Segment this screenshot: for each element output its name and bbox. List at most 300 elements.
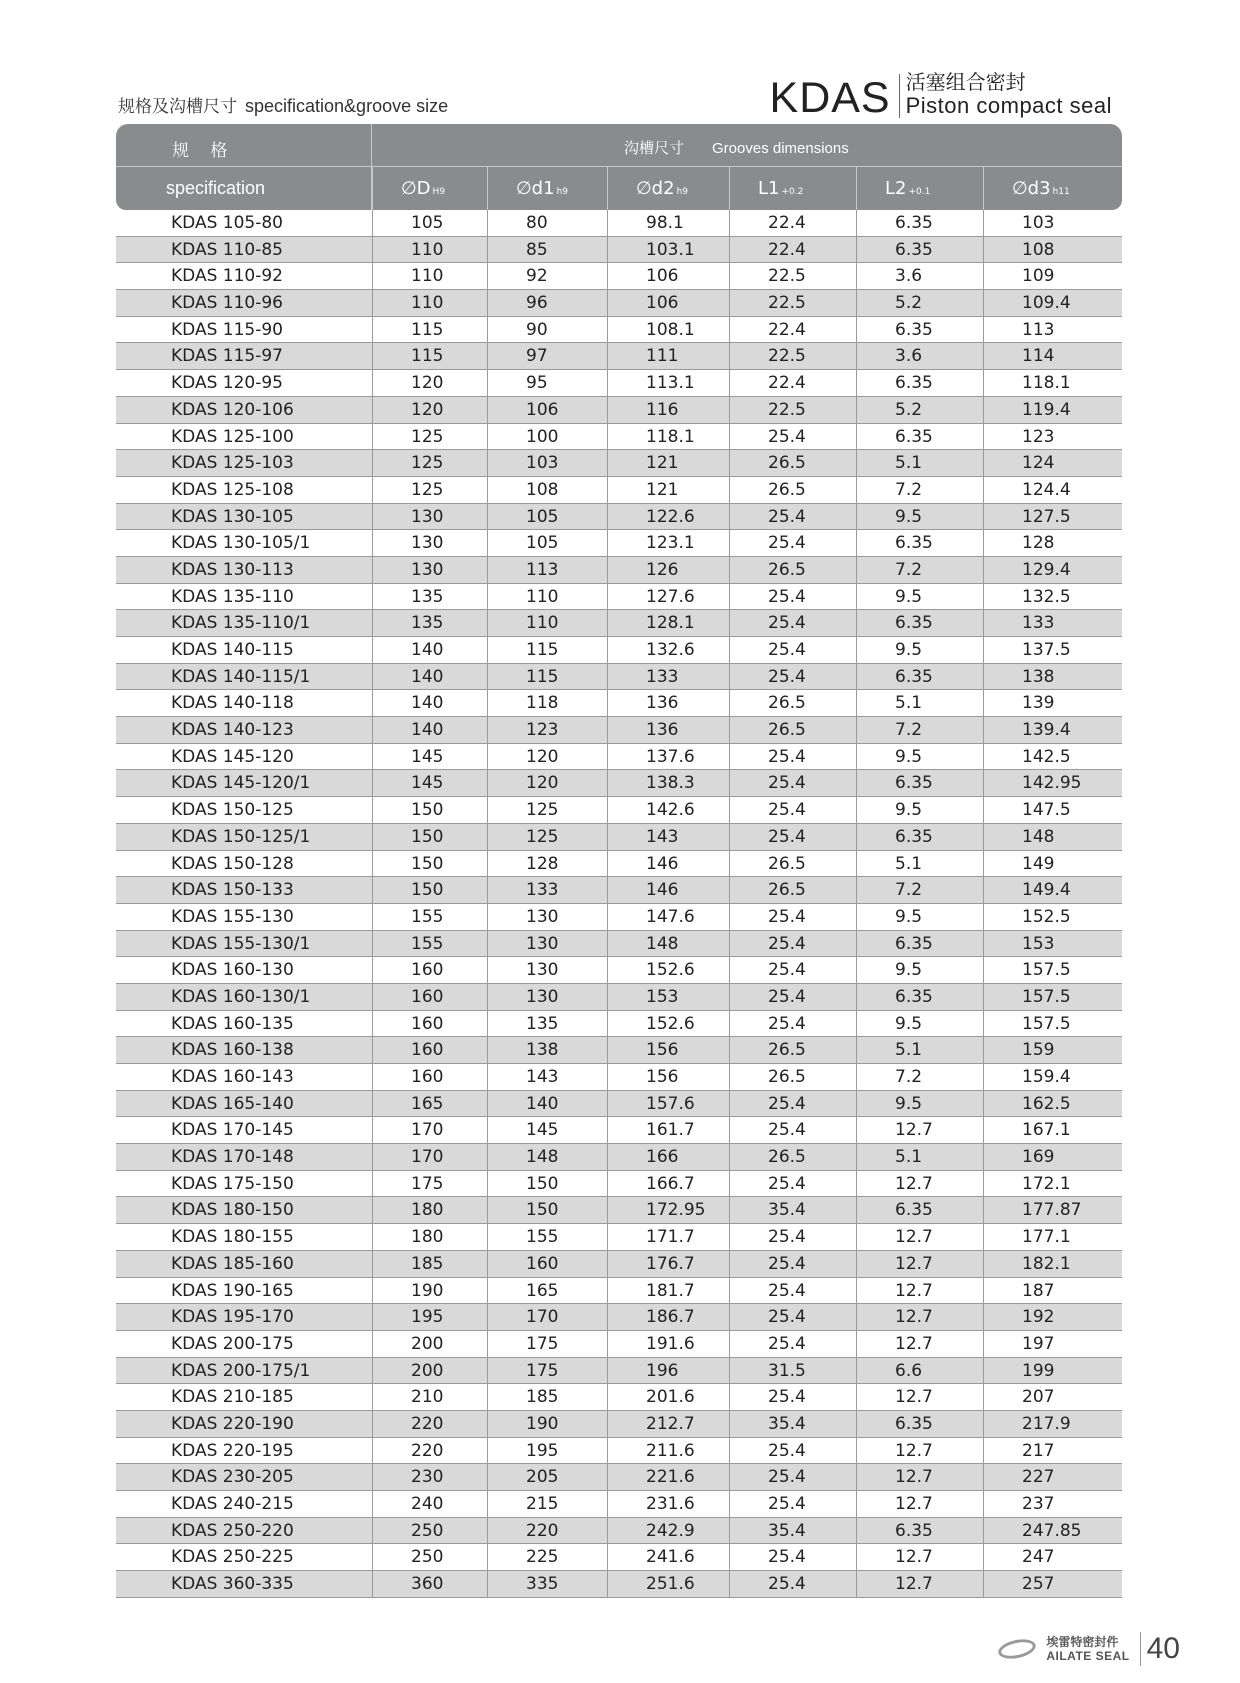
value-cell: 195 [372, 1304, 487, 1330]
value-cell: 92 [487, 263, 607, 289]
value-cell: 157.5 [983, 957, 1122, 983]
value-cell: 171.7 [607, 1224, 729, 1250]
value-cell: 12.7 [856, 1384, 983, 1410]
spec-cell: KDAS 115-97 [171, 346, 283, 367]
value-cell: 105 [487, 530, 607, 556]
value-cell: 360 [372, 1571, 487, 1597]
value-cell: 192 [983, 1304, 1122, 1330]
value-cell: 159.4 [983, 1064, 1122, 1090]
value-cell: 200 [372, 1358, 487, 1384]
value-cell: 242.9 [607, 1518, 729, 1544]
value-cell: 9.5 [856, 584, 983, 610]
value-cell: 196 [607, 1358, 729, 1384]
value-cell: 135 [487, 1011, 607, 1037]
column-header [983, 167, 1122, 210]
value-cell: 136 [607, 690, 729, 716]
table-row [116, 1037, 1122, 1064]
value-cell: 128 [487, 851, 607, 877]
value-cell: 138 [983, 664, 1122, 690]
value-cell: 109 [983, 263, 1122, 289]
value-cell: 25.4 [729, 1304, 856, 1330]
value-cell: 25.4 [729, 424, 856, 450]
spec-cell: KDAS 110-85 [171, 239, 283, 260]
spec-cell: KDAS 140-115/1 [171, 666, 311, 687]
value-cell: 155 [487, 1224, 607, 1250]
value-cell: 108 [487, 477, 607, 503]
column-header-label: specification [166, 178, 266, 198]
value-cell: 237 [983, 1491, 1122, 1517]
spec-cell: KDAS 160-138 [171, 1040, 294, 1061]
spec-cell: KDAS 160-130/1 [171, 986, 311, 1007]
table-body [116, 210, 1122, 1598]
value-cell: 85 [487, 237, 607, 263]
spec-cell: KDAS 140-123 [171, 720, 294, 741]
table-row [116, 1358, 1122, 1385]
table-row [116, 290, 1122, 317]
spec-cell: KDAS 230-205 [171, 1467, 294, 1488]
value-cell: 140 [487, 1091, 607, 1117]
value-cell: 118.1 [983, 370, 1122, 396]
value-cell: 177.1 [983, 1224, 1122, 1250]
table-row [116, 1117, 1122, 1144]
value-cell: 6.35 [856, 770, 983, 796]
value-cell: 130 [372, 557, 487, 583]
value-cell: 139.4 [983, 717, 1122, 743]
value-cell: 26.5 [729, 1144, 856, 1170]
value-cell: 6.35 [856, 984, 983, 1010]
spec-cell: KDAS 170-148 [171, 1147, 294, 1168]
value-cell: 25.4 [729, 1117, 856, 1143]
value-cell: 25.4 [729, 957, 856, 983]
value-cell: 125 [372, 424, 487, 450]
dimension-table [116, 124, 1122, 1598]
column-header [607, 167, 729, 210]
value-cell: 25.4 [729, 770, 856, 796]
value-cell: 25.4 [729, 797, 856, 823]
value-cell: 25.4 [729, 637, 856, 663]
value-cell: 212.7 [607, 1411, 729, 1437]
value-cell: 156 [607, 1037, 729, 1063]
value-cell: 6.35 [856, 1411, 983, 1437]
value-cell: 9.5 [856, 504, 983, 530]
value-cell: 110 [372, 237, 487, 263]
value-cell: 165 [372, 1091, 487, 1117]
value-cell: 9.5 [856, 957, 983, 983]
table-row [116, 824, 1122, 851]
value-cell: 120 [487, 744, 607, 770]
column-header-tolerance: h11 [1052, 187, 1070, 197]
value-cell: 157.6 [607, 1091, 729, 1117]
spec-cell: KDAS 110-92 [171, 266, 283, 287]
value-cell: 335 [487, 1571, 607, 1597]
value-cell: 120 [372, 397, 487, 423]
value-cell: 160 [372, 1037, 487, 1063]
value-cell: 122.6 [607, 504, 729, 530]
table-row [116, 904, 1122, 931]
table-row [116, 210, 1122, 237]
table-row [116, 1091, 1122, 1118]
value-cell: 12.7 [856, 1304, 983, 1330]
column-header-label: L1 [758, 178, 780, 199]
spec-cell: KDAS 240-215 [171, 1494, 294, 1514]
spec-cell: KDAS 180-155 [171, 1227, 294, 1248]
table-row [116, 690, 1122, 717]
spec-cell: KDAS 125-100 [171, 426, 294, 447]
table-row [116, 263, 1122, 290]
value-cell: 129.4 [983, 557, 1122, 583]
spec-cell: KDAS 170-145 [171, 1120, 294, 1141]
value-cell: 5.1 [856, 851, 983, 877]
value-cell: 108.1 [607, 317, 729, 343]
value-cell: 140 [372, 690, 487, 716]
value-cell: 31.5 [729, 1358, 856, 1384]
value-cell: 25.4 [729, 1251, 856, 1277]
value-cell: 157.5 [983, 1011, 1122, 1037]
heading-divider [899, 74, 900, 118]
table-row [116, 397, 1122, 424]
table-row [116, 1144, 1122, 1171]
column-header-tolerance: h9 [676, 187, 688, 197]
value-cell: 121 [607, 477, 729, 503]
table-row [116, 1331, 1122, 1358]
brand-logo-text [1046, 1635, 1129, 1663]
value-cell: 186.7 [607, 1304, 729, 1330]
spec-cell: KDAS 145-120 [171, 746, 294, 767]
value-cell: 9.5 [856, 637, 983, 663]
value-cell: 175 [487, 1358, 607, 1384]
value-cell: 147.6 [607, 904, 729, 930]
value-cell: 109.4 [983, 290, 1122, 316]
value-cell: 187 [983, 1278, 1122, 1304]
spec-cell: KDAS 135-110 [171, 586, 294, 607]
value-cell: 110 [487, 584, 607, 610]
value-cell: 176.7 [607, 1251, 729, 1277]
spec-cell: KDAS 150-125 [171, 800, 294, 821]
spec-cell: KDAS 140-115 [171, 640, 294, 660]
value-cell: 247.85 [983, 1518, 1122, 1544]
value-cell: 165 [487, 1278, 607, 1304]
value-cell: 26.5 [729, 1064, 856, 1090]
value-cell: 145 [372, 744, 487, 770]
value-cell: 5.1 [856, 1144, 983, 1170]
value-cell: 150 [372, 851, 487, 877]
value-cell: 7.2 [856, 717, 983, 743]
value-cell: 170 [372, 1144, 487, 1170]
value-cell: 12.7 [856, 1464, 983, 1490]
brand-logo-icon [996, 1636, 1040, 1662]
value-cell: 22.5 [729, 263, 856, 289]
value-cell: 160 [372, 957, 487, 983]
value-cell: 90 [487, 317, 607, 343]
value-cell: 22.5 [729, 290, 856, 316]
page-number: 40 [1146, 1632, 1180, 1665]
value-cell: 160 [372, 984, 487, 1010]
value-cell: 6.35 [856, 237, 983, 263]
value-cell: 111 [607, 343, 729, 369]
value-cell: 80 [487, 210, 607, 236]
value-cell: 175 [487, 1331, 607, 1357]
value-cell: 250 [372, 1518, 487, 1544]
spec-cell: KDAS 150-125/1 [171, 826, 311, 847]
value-cell: 25.4 [729, 1438, 856, 1464]
value-cell: 6.35 [856, 931, 983, 957]
table-row [116, 797, 1122, 824]
spec-cell: KDAS 190-165 [171, 1280, 294, 1301]
value-cell: 125 [372, 450, 487, 476]
spec-cell: KDAS 160-135 [171, 1013, 294, 1034]
table-row [116, 584, 1122, 611]
value-cell: 115 [372, 343, 487, 369]
table-row [116, 530, 1122, 557]
value-cell: 182.1 [983, 1251, 1122, 1277]
value-cell: 217 [983, 1438, 1122, 1464]
column-header [729, 167, 856, 210]
value-cell: 130 [372, 504, 487, 530]
spec-cell: KDAS 250-225 [171, 1547, 294, 1568]
footer-divider [1140, 1632, 1141, 1666]
value-cell: 123.1 [607, 530, 729, 556]
spec-cell: KDAS 220-190 [171, 1413, 294, 1434]
value-cell: 139 [983, 690, 1122, 716]
value-cell: 26.5 [729, 450, 856, 476]
value-cell: 6.35 [856, 370, 983, 396]
spec-cell: KDAS 185-160 [171, 1253, 294, 1274]
value-cell: 220 [372, 1438, 487, 1464]
value-cell: 225 [487, 1544, 607, 1570]
value-cell: 148 [607, 931, 729, 957]
value-cell: 140 [372, 637, 487, 663]
header-groove-cn: 沟槽尺寸 [624, 139, 685, 157]
table-row [116, 477, 1122, 504]
value-cell: 140 [372, 664, 487, 690]
value-cell: 113.1 [607, 370, 729, 396]
value-cell: 115 [487, 664, 607, 690]
header-spec-cn: 规 格 [172, 141, 236, 161]
value-cell: 12.7 [856, 1544, 983, 1570]
value-cell: 152.6 [607, 1011, 729, 1037]
value-cell: 106 [487, 397, 607, 423]
table-row [116, 1278, 1122, 1305]
value-cell: 148 [983, 824, 1122, 850]
value-cell: 3.6 [856, 263, 983, 289]
spec-cell: KDAS 160-143 [171, 1067, 294, 1087]
value-cell: 127.6 [607, 584, 729, 610]
value-cell: 160 [487, 1251, 607, 1277]
value-cell: 177.87 [983, 1197, 1122, 1223]
spec-cell: KDAS 110-96 [171, 293, 283, 314]
value-cell: 95 [487, 370, 607, 396]
spec-cell: KDAS 210-185 [171, 1387, 294, 1408]
value-cell: 12.7 [856, 1251, 983, 1277]
value-cell: 25.4 [729, 1464, 856, 1490]
value-cell: 25.4 [729, 744, 856, 770]
value-cell: 133 [607, 664, 729, 690]
table-row [116, 450, 1122, 477]
value-cell: 135 [372, 584, 487, 610]
value-cell: 132.5 [983, 584, 1122, 610]
value-cell: 149 [983, 851, 1122, 877]
column-header-label: L2 [885, 178, 907, 199]
value-cell: 12.7 [856, 1171, 983, 1197]
spec-cell: KDAS 105-80 [171, 213, 283, 233]
value-cell: 185 [372, 1251, 487, 1277]
spec-cell: KDAS 150-133 [171, 880, 294, 901]
spec-cell: KDAS 200-175 [171, 1333, 294, 1354]
column-header-label: ∅d3 [1012, 178, 1051, 199]
table-row [116, 984, 1122, 1011]
column-header-tolerance: +0.2 [781, 187, 804, 197]
value-cell: 152.5 [983, 904, 1122, 930]
value-cell: 26.5 [729, 877, 856, 903]
value-cell: 5.1 [856, 1037, 983, 1063]
value-cell: 161.7 [607, 1117, 729, 1143]
value-cell: 96 [487, 290, 607, 316]
value-cell: 240 [372, 1491, 487, 1517]
value-cell: 142.5 [983, 744, 1122, 770]
value-cell: 118.1 [607, 424, 729, 450]
value-cell: 5.1 [856, 690, 983, 716]
table-row [116, 557, 1122, 584]
value-cell: 150 [372, 824, 487, 850]
column-header-tolerance: +0.1 [908, 187, 931, 197]
table-row [116, 957, 1122, 984]
value-cell: 172.1 [983, 1171, 1122, 1197]
value-cell: 25.4 [729, 1491, 856, 1517]
table-row [116, 1544, 1122, 1571]
table-row [116, 637, 1122, 664]
value-cell: 25.4 [729, 931, 856, 957]
value-cell: 135 [372, 610, 487, 636]
value-cell: 133 [983, 610, 1122, 636]
value-cell: 138.3 [607, 770, 729, 796]
value-cell: 143 [487, 1064, 607, 1090]
value-cell: 130 [372, 530, 487, 556]
value-cell: 150 [372, 877, 487, 903]
value-cell: 257 [983, 1571, 1122, 1597]
value-cell: 221.6 [607, 1464, 729, 1490]
column-header [116, 167, 372, 210]
spec-cell: KDAS 360-335 [171, 1574, 294, 1595]
table-row [116, 851, 1122, 878]
value-cell: 12.7 [856, 1117, 983, 1143]
value-cell: 128.1 [607, 610, 729, 636]
table-row [116, 717, 1122, 744]
table-row [116, 664, 1122, 691]
value-cell: 157.5 [983, 984, 1122, 1010]
spec-cell: KDAS 160-130 [171, 960, 294, 981]
value-cell: 250 [372, 1544, 487, 1570]
value-cell: 6.35 [856, 610, 983, 636]
value-cell: 12.7 [856, 1491, 983, 1517]
value-cell: 247 [983, 1544, 1122, 1570]
value-cell: 162.5 [983, 1091, 1122, 1117]
table-row [116, 1571, 1122, 1598]
value-cell: 170 [372, 1117, 487, 1143]
value-cell: 227 [983, 1464, 1122, 1490]
value-cell: 167.1 [983, 1117, 1122, 1143]
value-cell: 124 [983, 450, 1122, 476]
value-cell: 140 [372, 717, 487, 743]
spec-cell: KDAS 130-105 [171, 506, 294, 527]
table-row [116, 610, 1122, 637]
product-name-cn: 活塞组合密封 [905, 70, 1026, 94]
value-cell: 205 [487, 1464, 607, 1490]
value-cell: 6.35 [856, 664, 983, 690]
value-cell: 170 [487, 1304, 607, 1330]
value-cell: 145 [372, 770, 487, 796]
table-row [116, 1411, 1122, 1438]
value-cell: 25.4 [729, 1331, 856, 1357]
spec-cell: KDAS 150-128 [171, 853, 294, 874]
table-row [116, 1518, 1122, 1545]
value-cell: 128 [983, 530, 1122, 556]
section-title-cn: 规格及沟槽尺寸 [118, 97, 237, 117]
value-cell: 231.6 [607, 1491, 729, 1517]
table-row [116, 1491, 1122, 1518]
value-cell: 136 [607, 717, 729, 743]
value-cell: 155 [372, 931, 487, 957]
value-cell: 172.95 [607, 1197, 729, 1223]
value-cell: 9.5 [856, 797, 983, 823]
value-cell: 142.6 [607, 797, 729, 823]
value-cell: 125 [372, 477, 487, 503]
value-cell: 220 [487, 1518, 607, 1544]
value-cell: 22.5 [729, 397, 856, 423]
value-cell: 98.1 [607, 210, 729, 236]
value-cell: 103 [983, 210, 1122, 236]
value-cell: 211.6 [607, 1438, 729, 1464]
value-cell: 126 [607, 557, 729, 583]
value-cell: 160 [372, 1011, 487, 1037]
value-cell: 25.4 [729, 1171, 856, 1197]
value-cell: 166 [607, 1144, 729, 1170]
value-cell: 9.5 [856, 904, 983, 930]
value-cell: 106 [607, 290, 729, 316]
value-cell: 127.5 [983, 504, 1122, 530]
value-cell: 6.35 [856, 317, 983, 343]
value-cell: 12.7 [856, 1224, 983, 1250]
value-cell: 180 [372, 1197, 487, 1223]
value-cell: 195 [487, 1438, 607, 1464]
table-row [116, 1171, 1122, 1198]
spec-cell: KDAS 115-90 [171, 319, 283, 340]
value-cell: 175 [372, 1171, 487, 1197]
spec-cell: KDAS 200-175/1 [171, 1360, 311, 1381]
column-header [372, 167, 487, 210]
value-cell: 5.2 [856, 290, 983, 316]
value-cell: 230 [372, 1464, 487, 1490]
value-cell: 5.1 [856, 450, 983, 476]
value-cell: 25.4 [729, 1544, 856, 1570]
spec-cell: KDAS 125-103 [171, 453, 294, 474]
value-cell: 145 [487, 1117, 607, 1143]
value-cell: 142.95 [983, 770, 1122, 796]
value-cell: 25.4 [729, 664, 856, 690]
value-cell: 25.4 [729, 1011, 856, 1037]
value-cell: 185 [487, 1384, 607, 1410]
value-cell: 7.2 [856, 877, 983, 903]
section-title-en: specification&groove size [245, 96, 449, 116]
value-cell: 26.5 [729, 557, 856, 583]
table-row [116, 237, 1122, 264]
value-cell: 152.6 [607, 957, 729, 983]
spec-cell: KDAS 125-108 [171, 479, 294, 500]
value-cell: 169 [983, 1144, 1122, 1170]
value-cell: 110 [487, 610, 607, 636]
value-cell: 120 [487, 770, 607, 796]
value-cell: 6.35 [856, 424, 983, 450]
value-cell: 138 [487, 1037, 607, 1063]
